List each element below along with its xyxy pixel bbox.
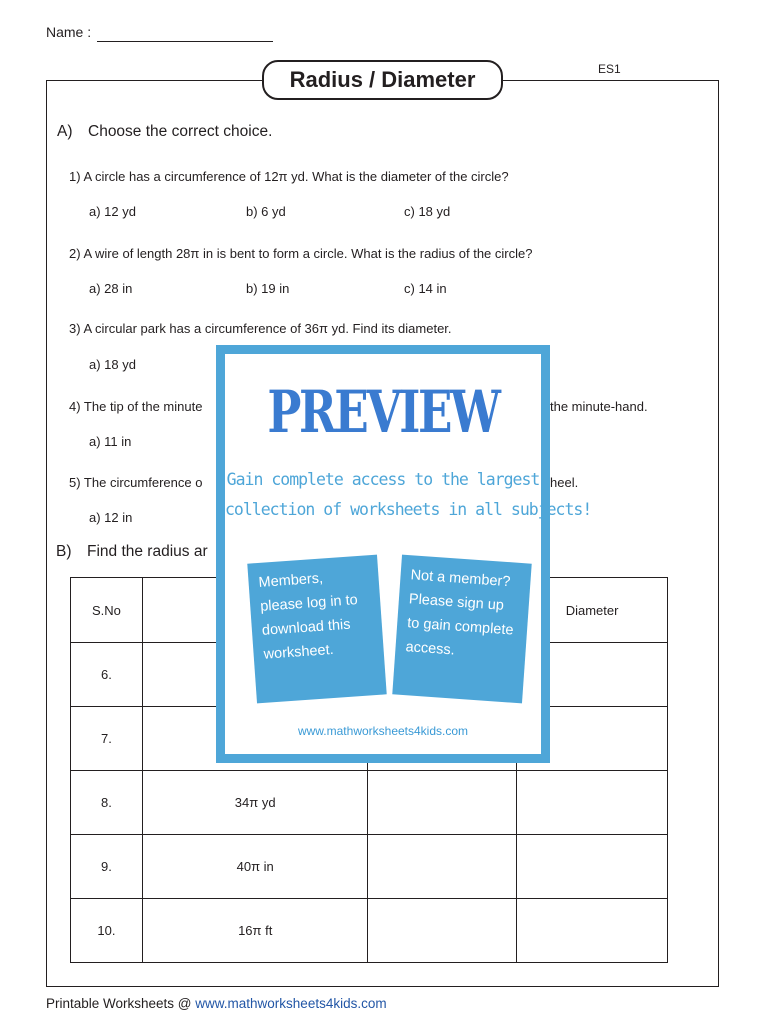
- row-number: 9.: [71, 835, 143, 899]
- signup-card[interactable]: Not a member? Please sign up to gain complete access.: [392, 555, 531, 704]
- question-4-end: the minute-hand.: [550, 399, 648, 414]
- radius-cell: [368, 835, 517, 899]
- question-3-option-a: a) 18 yd: [89, 357, 136, 372]
- sheet-code: ES1: [598, 62, 621, 76]
- preview-site-link[interactable]: www.mathworksheets4kids.com: [297, 724, 469, 738]
- row-number: 7.: [71, 707, 143, 771]
- row-number: 10.: [71, 899, 143, 963]
- name-line: [97, 41, 273, 42]
- table-row: [71, 835, 668, 899]
- section-a-letter: A): [57, 123, 73, 140]
- question-2-option-a: a) 28 in: [89, 281, 133, 296]
- radius-cell: [368, 899, 517, 963]
- question-1-option-c: c) 18 yd: [404, 204, 451, 219]
- question-2-option-b: b) 19 in: [246, 281, 290, 296]
- circumference-cell: 40π in: [142, 835, 368, 899]
- question-4-option-a: a) 11 in: [89, 434, 132, 449]
- members-login-card[interactable]: Members, please log in to download this worksheet.: [247, 555, 386, 704]
- diameter-cell: [517, 835, 668, 899]
- question-5-option-a: a) 12 in: [89, 510, 133, 525]
- table-row: [71, 899, 668, 963]
- preview-title: PREVIEW: [267, 378, 499, 446]
- footer-site-link[interactable]: www.mathworksheets4kids.com: [195, 996, 387, 1011]
- worksheet-title: Radius / Diameter: [262, 60, 503, 100]
- name-label: Name :: [46, 24, 92, 40]
- section-b-instruction: Find the radius ar: [87, 543, 208, 560]
- section-a-instruction: Choose the correct choice.: [88, 123, 273, 140]
- section-b-letter: B): [56, 543, 72, 560]
- circumference-cell: 16π ft: [142, 899, 368, 963]
- circumference-cell: 34π yd: [142, 771, 368, 835]
- question-1-option-b: b) 6 yd: [246, 204, 286, 219]
- question-4-start: 4) The tip of the minute: [69, 399, 203, 414]
- preview-subtitle-line-2: collection of worksheets in all subjects!: [225, 500, 592, 519]
- question-5-end: heel.: [550, 475, 579, 490]
- question-2-option-c: c) 14 in: [404, 281, 447, 296]
- header-diameter: Diameter: [517, 578, 668, 643]
- footer-label: Printable Worksheets @: [46, 996, 192, 1011]
- question-5-start: 5) The circumference o: [69, 475, 203, 490]
- row-number: 6.: [71, 643, 143, 707]
- table-row: [71, 771, 668, 835]
- question-2: 2) A wire of length 28π in is bent to form a circle. What is the radius of the circle?: [69, 246, 533, 261]
- header-sno: S.No: [71, 578, 143, 643]
- footer: [46, 996, 387, 1011]
- question-1-option-a: a) 12 yd: [89, 204, 136, 219]
- diameter-cell: [517, 899, 668, 963]
- preview-subtitle-line-1: Gain complete access to the largest: [226, 470, 540, 489]
- question-1: 1) A circle has a circumference of 12π yd. What is the diameter of the circle?: [69, 169, 509, 184]
- row-number: 8.: [71, 771, 143, 835]
- question-3: 3) A circular park has a circumference of 36π yd. Find its diameter.: [69, 321, 452, 336]
- radius-cell: [368, 771, 517, 835]
- diameter-cell: [517, 771, 668, 835]
